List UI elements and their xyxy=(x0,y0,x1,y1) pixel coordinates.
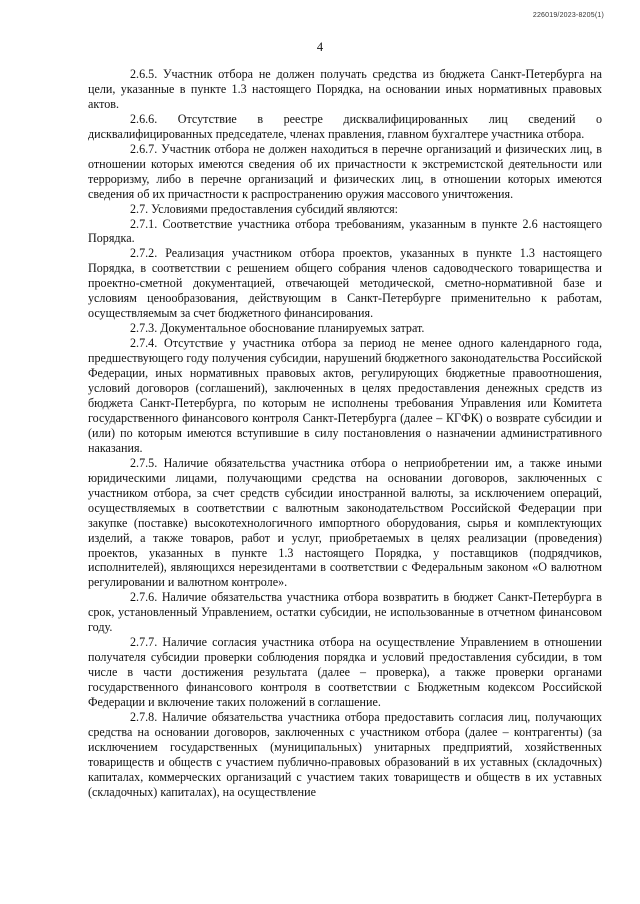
paragraph-2-6-5: 2.6.5. Участник отбора не должен получать средства из бюджета Санкт-Петербурга на цели, указанные в пункте 1.3 настоящего Порядка, на основании иных нормативных правовых актов. xyxy=(88,67,602,111)
paragraph-2-7-1: 2.7.1. Соответствие участника отбора требованиям, указанным в пункте 2.6 настоящего Порядка. xyxy=(88,216,602,246)
document-number: 226019/2023-8205(1) xyxy=(532,12,604,19)
paragraph-2-7: 2.7. Условиями предоставления субсидий являются: xyxy=(130,201,399,216)
paragraph-2-7-3: 2.7.3. Документальное обоснование планируемых затрат. xyxy=(130,321,425,336)
paragraph-2-7-8: 2.7.8. Наличие обязательства участника отбора предоставить согласия лиц, получающих средства на основании договоров, заключенных с участником отбора (далее – контрагенты) (за исключением государственных (муниципальных) унитарных предприятий, хозяйственных товариществ и обществ с участием публично-правовых образований в их уставных (складочных) капиталах, коммерческих организаций с участием таких товариществ и обществ в их уставных (складочных) капиталах), на осуществление xyxy=(88,709,602,799)
paragraph-2-6-6: 2.6.6. Отсутствие в реестре дисквалифицированных лиц сведений о дисквалифицированных председателе, членах правления, главном бухгалтере участника отбора. xyxy=(88,111,602,141)
paragraph-2-7-7: 2.7.7. Наличие согласия участника отбора на осуществление Управлением в отношении получателя субсидии проверки соблюдения порядка и условий предоставления субсидии, в том числе в части достижения результата (далее – проверка), а также проверки органами государственного финансового контроля в соответствии с Бюджетным кодексом Российской Федерации и включение таких положений в соглашение. xyxy=(88,635,602,710)
paragraph-2-6-7: 2.6.7. Участник отбора не должен находиться в перечне организаций и физических лиц, в отношении которых имеются сведения об их причастности к экстремистской деятельности или терроризму, либо в перечне организаций и физических лиц, в отношении которых имеются сведения об их причастности к распространению оружия массового уничтожения. xyxy=(88,141,602,201)
paragraph-2-7-5: 2.7.5. Наличие обязательства участника отбора о неприобретении им, а также иными юридическими лицами, получающими средства на основании договоров, заключенных с участником отбора, за счет средств субсидии иностранной валюты, за исключением операций, осуществляемых в соответствии с валютным законодательством Российской Федерации при закупке (поставке) высокотехнологичного импортного оборудования, сырья и комплектующих изделий, а также товаров, работ и услуг, приобретаемых в целях реализации (проведения) проектов, указанных в пункте 1.3 настоящего Порядка, у поставщиков (подрядчиков, исполнителей), являющихся нерезидентами в соответствии с Федеральным законом «О валютном регулировании и валютном контроле». xyxy=(88,455,602,590)
paragraph-2-7-4: 2.7.4. Отсутствие у участника отбора за период не менее одного календарного года, предшествующего году получения субсидии, нарушений бюджетного законодательства Российской Федерации, иных нормативных правовых актов, регулирующих бюджетные правоотношения, условий договоров (соглашений), заключенных в целях предоставления денежных средств из бюджета Санкт-Петербурга, по которым не исполнены требования Управления или Комитета государственного финансового контроля Санкт-Петербурга (далее – КГФК) о возврате субсидии и (или) по которым имеются вступившие в силу постановления о назначении административного наказания. xyxy=(88,336,602,455)
page-number: 4 xyxy=(316,40,324,54)
document-body xyxy=(88,67,602,800)
paragraph-2-7-2: 2.7.2. Реализация участником отбора проектов, указанных в пункте 1.3 настоящего Порядка, в соответствии с решением общего собрания членов садоводческого товарищества и проектно-сметной документацией, отвечающей методической, сметно-нормативной базе и условиям ценообразования, действующим в Санкт-Петербурге применительно к работам, осуществляемым за счет бюджетного финансирования. xyxy=(88,246,602,321)
paragraph-2-7-6: 2.7.6. Наличие обязательства участника отбора возвратить в бюджет Санкт-Петербурга в срок, установленный Управлением, остатки субсидии, не использованные в отчетном финансовом году. xyxy=(88,590,602,635)
